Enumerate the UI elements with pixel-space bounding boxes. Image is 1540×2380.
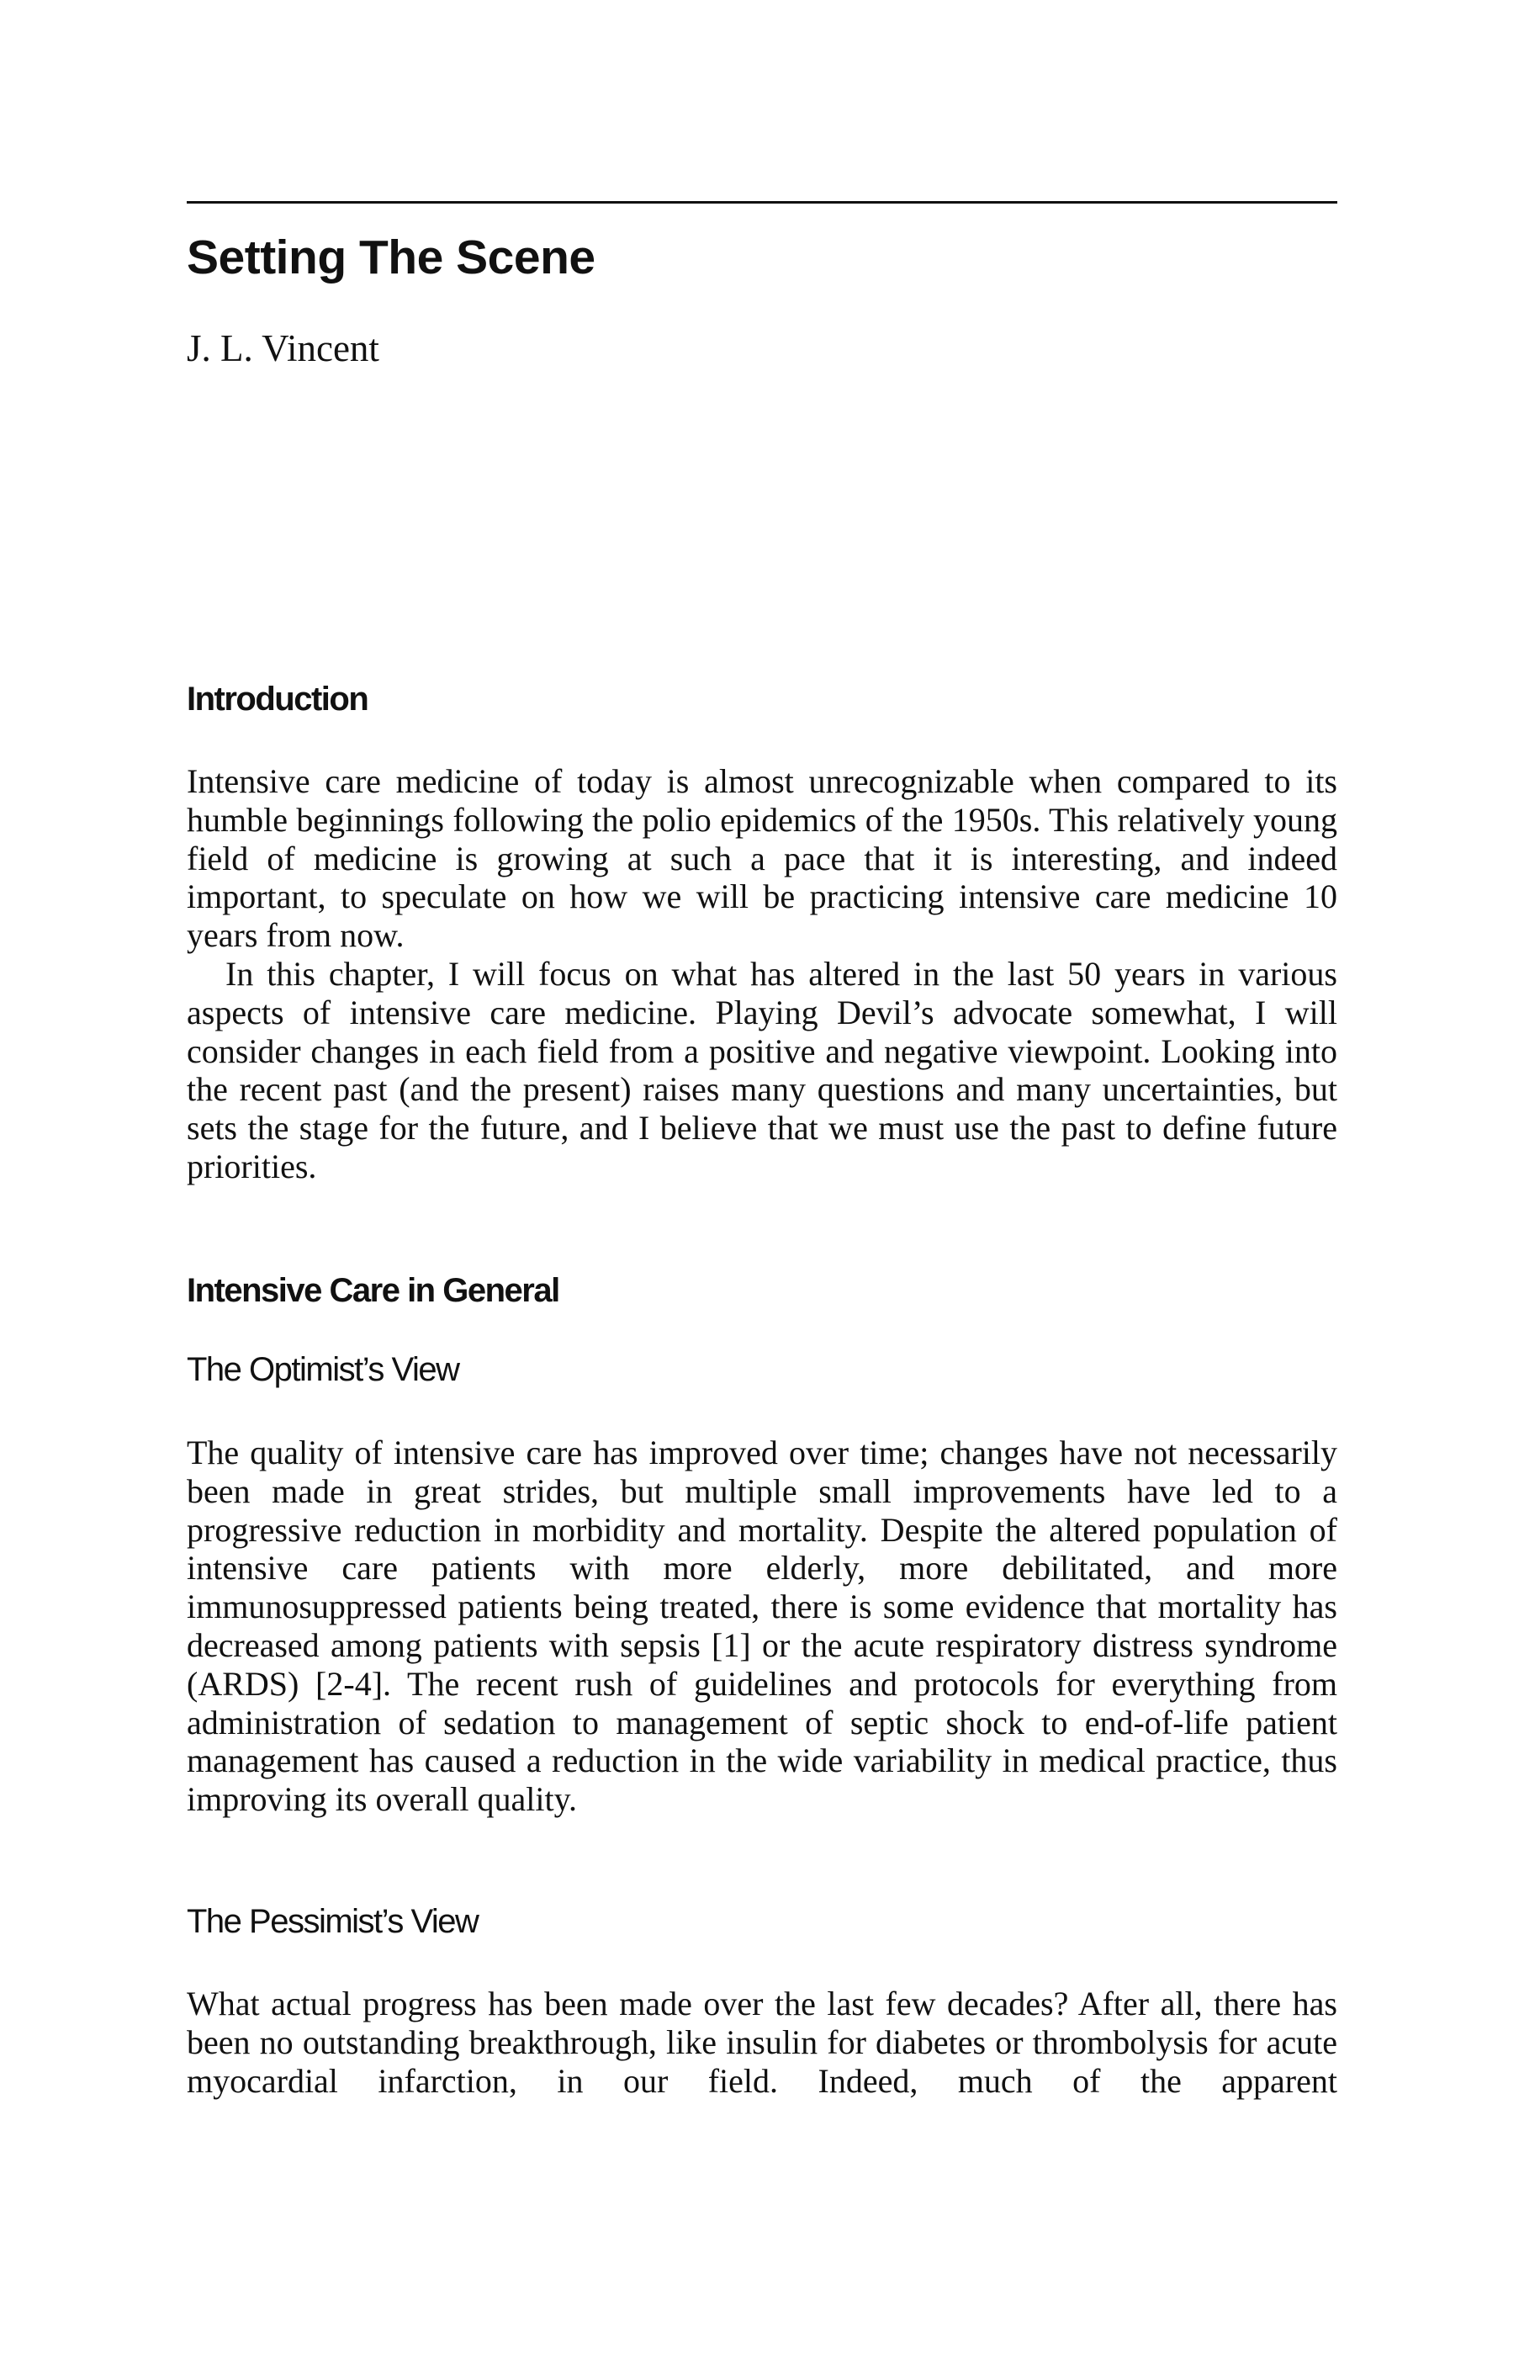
optimist-body xyxy=(187,1434,1337,1819)
pessimist-body xyxy=(187,1985,1337,2100)
section-heading-intensive-care-general: Intensive Care in General xyxy=(187,1272,559,1309)
chapter-title: Setting The Scene xyxy=(187,231,595,284)
subsection-heading-optimist: The Optimist’s View xyxy=(187,1351,459,1388)
chapter-top-rule xyxy=(187,201,1337,204)
chapter-author: J. L. Vincent xyxy=(187,327,379,369)
optimist-paragraph: The quality of intensive care has improved over time; changes have not necessarily been made in great strides, but multiple small improvements have led to a progressive reduction in morbidity and mortality. Despite the altered population of intensive care patients with more elderly, more debilitated, and more immunosuppressed patients being treated, there is some evidence that mortality has decreased among patients with sepsis [1] or the acute respiratory distress syndrome (ARDS) [2-4]. The recent rush of guidelines and protocols for everything from administration of sedation to management of septic shock to end-of-life patient management has caused a reduction in the wide variability in medical practice, thus improving its overall quality. xyxy=(187,1434,1337,1819)
book-page xyxy=(187,0,1337,2380)
subsection-heading-pessimist: The Pessimist’s View xyxy=(187,1903,479,1940)
introduction-body xyxy=(187,762,1337,1186)
section-heading-introduction: Introduction xyxy=(187,681,368,718)
introduction-paragraph-2: In this chapter, I will focus on what has altered in the last 50 years in various aspects of intensive care medicine. Playing Devil’s advocate somewhat, I will consider changes in each field from a positive and negative viewpoint. Looking into the recent past (and the present) raises many questions and many uncertainties, but sets the stage for the future, and I believe that we must use the past to define future priorities. xyxy=(187,954,1337,1185)
pessimist-paragraph: What actual progress has been made over the last few decades? After all, there has been no outstanding breakthrough, like insulin for diabetes or thrombolysis for acute myocardial infarction, in our field. Indeed, much of the apparent xyxy=(187,1985,1337,2100)
introduction-paragraph-1: Intensive care medicine of today is almost unrecognizable when compared to its humble beginnings following the polio epidemics of the 1950s. This relatively young field of medicine is growing at such a pace that it is interesting, and indeed important, to speculate on how we will be practicing intensive care medicine 10 years from now. xyxy=(187,762,1337,955)
